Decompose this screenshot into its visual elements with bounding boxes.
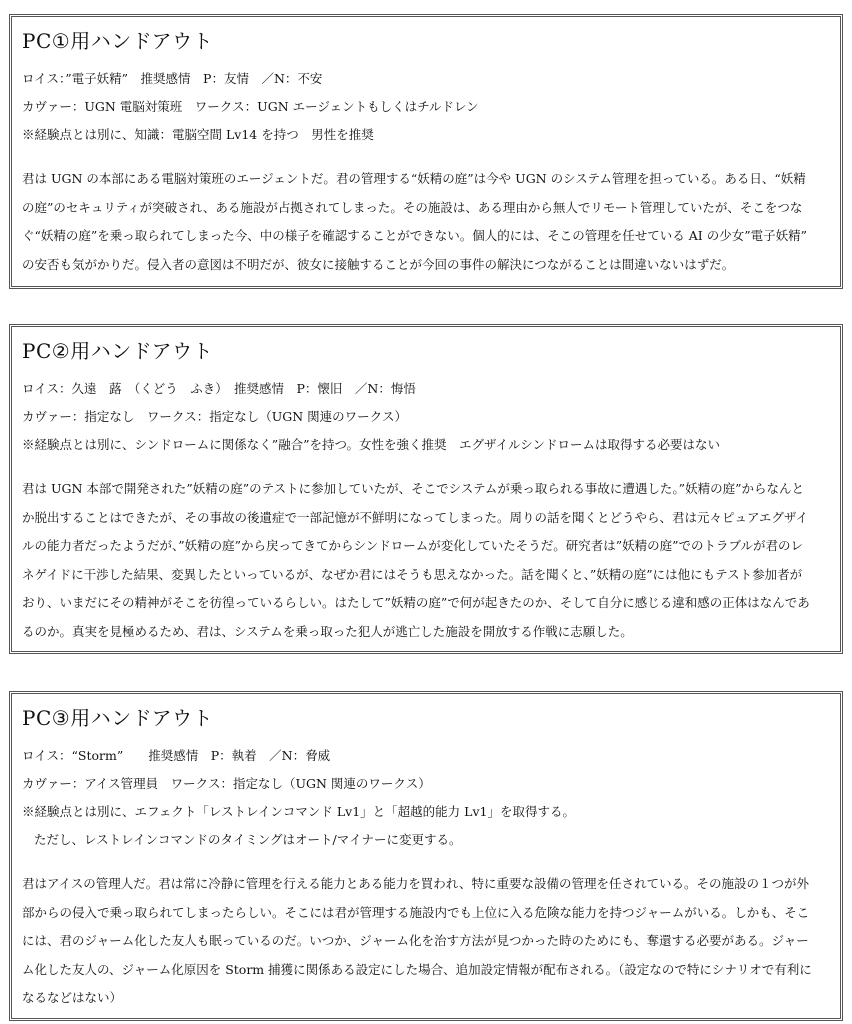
body-text-line: なるなどはない） (22, 990, 123, 1005)
body-text-line: ム化した友人の、ジャーム化原因を Storm 捕獲に関係ある設定にした場合、追加設定情報が配布される。（設定なので特にシナリオで有利に (22, 961, 812, 977)
body-text-line: おり、いまだにその精神がそこを彷徨っているらしい。はたして”妖精の庭”で何が起きたのか、そして自分に感じる違和感の正体はなんであ (22, 595, 810, 610)
body-text-line: 君は UGN の本部にある電脳対策班のエージェントだ。君の管理する“妖精の庭”は今や UGN のシステム管理を担っている。ある日、“妖精 (22, 171, 806, 186)
section-spacer (22, 149, 830, 165)
handout-card-pc2 (9, 324, 843, 654)
body-text-line: ルの能力者だったようだが、”妖精の庭”から戻ってきてからシンドロームが変化していたそうだ。研究者は”妖精の庭”でのトラブルが君のレ (22, 538, 804, 553)
body-text-line: の安否も気がかりだ。侵入者の意図は不明だが、彼女に接触することが今回の事件の解決につながることは間違いないはずだ。 (22, 256, 735, 272)
note-line: ※経験点とは別に、エフェクト「レストレインコマンド Lv1」と「超越的能力 Lv1」を取得する。 (22, 804, 575, 819)
cover-works-line: カヴァー：アイス管理員 ワークス：指定なし（UGN 関連のワークス） (22, 776, 431, 791)
body-text-line: ネゲイドに干渉した結果、変異したといっているが、なぜか君にはそうも思えなかった。話を聞くと、”妖精の庭”には他にもテスト参加者が (22, 566, 803, 582)
body-text-line: には、君のジャーム化した友人も眠っているのだ。いつか、ジャーム化を治す方法が見つかった時のためにも、奪還する必要がある。ジャー (22, 933, 809, 948)
body-text-line: るのか。真実を見極めるため、君は、システムを乗っ取った犯人が逃亡した施設を開放する作戦に志願した。 (22, 623, 633, 639)
body-text-line: ぐ“妖精の庭”を乗っ取られてしまった今、中の様子を確認することができない。個人的には、そこの管理を任せている AI の少女”電子妖精” (22, 228, 807, 243)
note-line: ※経験点とは別に、シンドロームに関係なく”融合”を持つ。女性を強く推奨 エグザイルシンドロームは取得する必要はない (22, 437, 720, 452)
body-text-line: 君はアイスの管理人だ。君は常に冷静に管理を行える能力とある能力を買われ、特に重要な設備の管理を任されている。その施設の１つが外 (22, 876, 810, 891)
lois-line: ロイス：久遠 蕗 （くどう ふき） 推奨感情 P：懐旧 ／N：悔悟 (22, 381, 416, 396)
note-continuation-line: ただし、レストレインコマンドのタイミングはオート/マイナーに変更する。 (34, 832, 462, 847)
handout-card-pc3 (9, 691, 843, 1021)
handout-title: PC①用ハンドアウト (22, 29, 214, 53)
body-text-line: 君は UGN 本部で開発された”妖精の庭”のテストに参加していたが、そこでシステムが乗っ取られる事故に遭遇した。”妖精の庭”からなんと (22, 481, 804, 496)
cover-works-line: カヴァー：指定なし ワークス：指定なし（UGN 関連のワークス） (22, 409, 408, 424)
lois-line: ロイス：“Storm” 推奨感情 P：執着 ／N：脅威 (22, 748, 331, 763)
handout-card-pc1 (9, 14, 843, 289)
handout-title: PC③用ハンドアウト (22, 706, 214, 730)
note-line: ※経験点とは別に、知識：電脳空間 Lv14 を持つ 男性を推奨 (22, 127, 374, 142)
section-spacer (22, 854, 830, 870)
body-text-line: の庭”のセキュリティが突破され、ある施設が占拠されてしまった。その施設は、ある理由から無人でリモート管理していたが、そこをつな (22, 199, 803, 215)
body-text-line: 部からの侵入で乗っ取られてしまったらしい。そこには君が管理する施設内でも上位に入る危険な能力を持つジャームがいる。しかも、そこ (22, 904, 810, 920)
section-spacer (22, 459, 830, 475)
lois-line: ロイス：”電子妖精” 推奨感情 P：友情 ／N：不安 (22, 71, 323, 86)
body-text-line: か脱出することはできたが、その事故の後遺症で一部記憶が不鮮明になってしまった。周りの話を聞くとどうやら、君は元々ピュアエグザイ (22, 509, 809, 525)
cover-works-line: カヴァー：UGN 電脳対策班 ワークス：UGN エージェントもしくはチルドレン (22, 99, 479, 114)
handout-title: PC②用ハンドアウト (22, 339, 214, 363)
